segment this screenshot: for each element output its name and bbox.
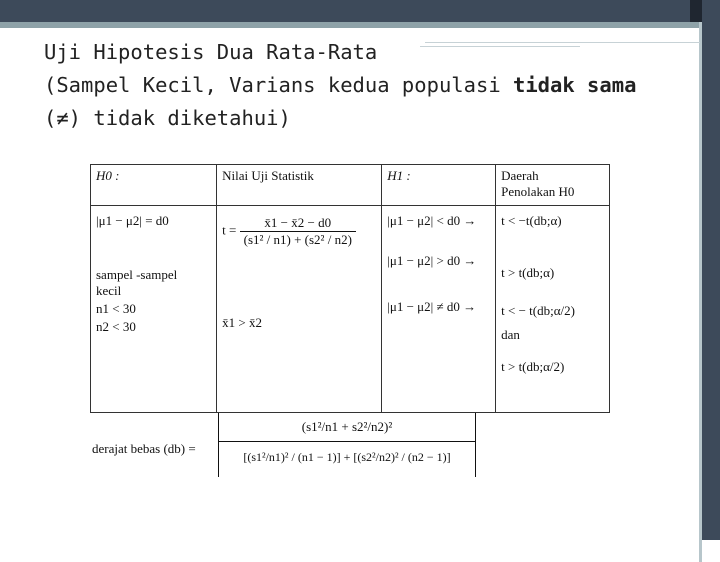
- df-numerator: (s1²/n1 + s2²/n2)²: [219, 413, 475, 442]
- h0-n2: n2 < 30: [96, 319, 136, 334]
- t-denominator: (s1² / n1) + (s2² / n2): [243, 232, 352, 247]
- header-h0: H0 :: [96, 168, 120, 183]
- slide-title: [44, 36, 684, 135]
- reject-greater: t > t(db;α): [501, 265, 555, 280]
- top-bar: [0, 0, 720, 22]
- t-numerator: x̄1 − x̄2 − d0: [240, 215, 356, 232]
- title-line-3: (≠) tidak diketahui): [44, 106, 291, 130]
- title-emphasis: tidak sama: [513, 73, 637, 97]
- reject-two-tail-low: t < − t(db;α/2): [501, 303, 575, 318]
- h0-note-line2: kecil: [96, 283, 122, 298]
- h0-n1: n1 < 30: [96, 301, 136, 316]
- t-statistic-formula: [222, 215, 356, 248]
- header-h1: H1 :: [387, 168, 411, 183]
- header-statistic: Nilai Uji Statistik: [217, 165, 382, 206]
- t-label: t =: [222, 222, 237, 238]
- title-line-2: [44, 69, 684, 102]
- title-line-2-text: (Sampel Kecil, Varians kedua populasi: [44, 73, 513, 97]
- title-line-1: Uji Hipotesis Dua Rata-Rata: [44, 40, 378, 64]
- header-reject-line2: Penolakan H0: [501, 184, 575, 199]
- h0-hypothesis: |μ1 − μ2| = d0: [96, 213, 169, 228]
- reject-two-tail-high: t > t(db;α/2): [501, 359, 565, 374]
- degrees-of-freedom: [92, 413, 492, 479]
- df-bracket: [218, 413, 476, 477]
- h0-note-line1: sampel -sampel: [96, 267, 178, 282]
- h1-less: |μ1 − μ2| < d0 →: [387, 213, 477, 228]
- h1-not-equal: |μ1 − μ2| ≠ d0 →: [387, 299, 477, 314]
- right-accent-strip: [699, 22, 702, 562]
- top-accent-strip: [0, 22, 700, 28]
- df-denominator: [(s1²/n1)² / (n1 − 1)] + [(s2²/n2)² / (n2 − 1)]: [243, 450, 451, 464]
- reject-less: t < −t(db;α): [501, 213, 562, 228]
- h1-greater: |μ1 − μ2| > d0 →: [387, 253, 477, 268]
- stat-condition: x̄1 > x̄2: [222, 315, 262, 330]
- t-fraction: [240, 215, 356, 248]
- df-label: derajat bebas (db) =: [92, 441, 196, 456]
- hypothesis-table: [90, 164, 618, 412]
- right-bar: [702, 0, 720, 540]
- reject-and: dan: [501, 327, 520, 342]
- header-reject-line1: Daerah: [501, 168, 539, 183]
